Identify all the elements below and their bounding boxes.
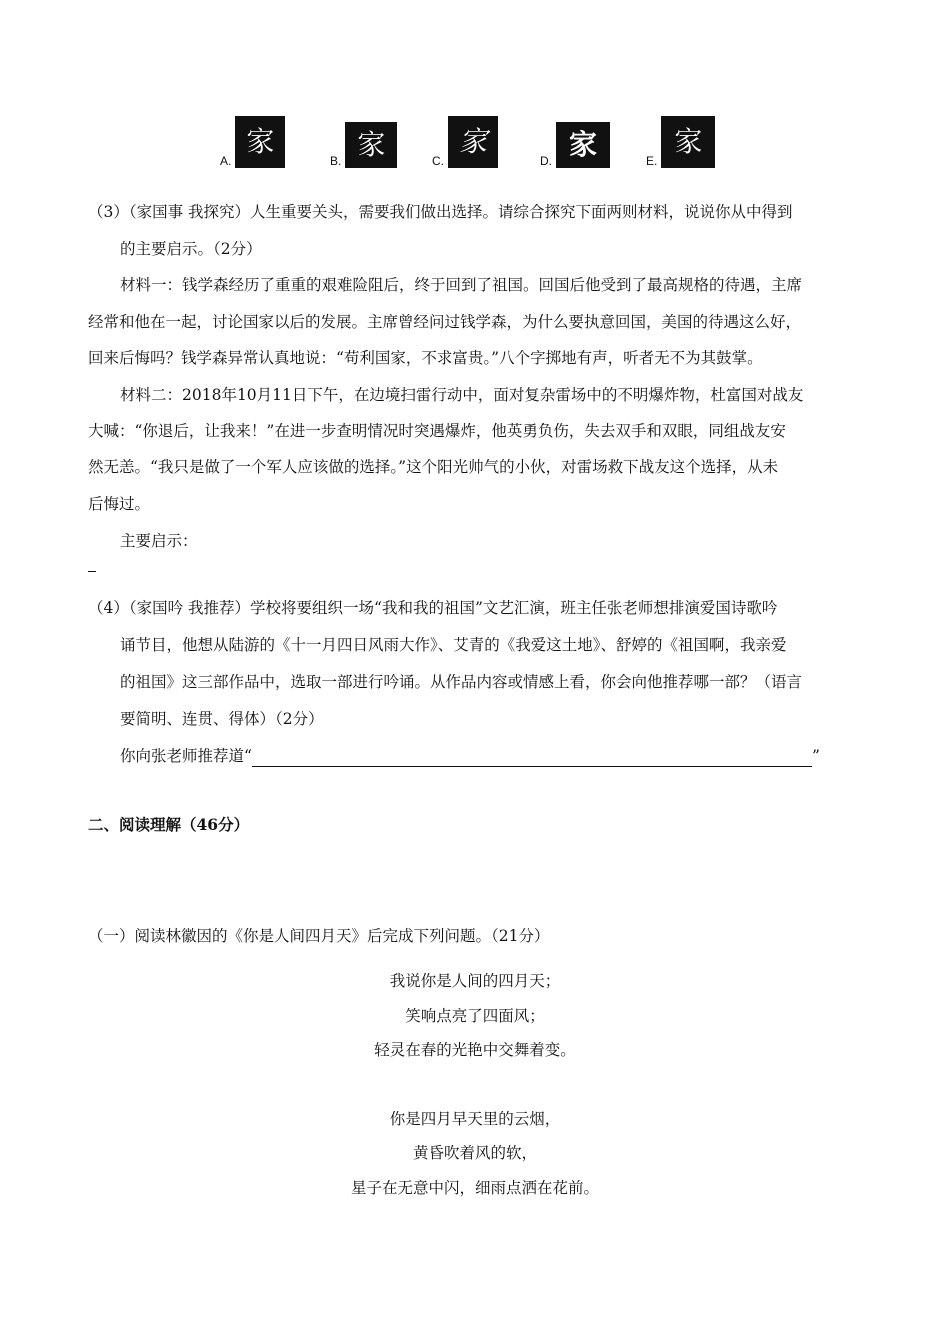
poem-line: 笑响点亮了四面风； [405,1007,545,1025]
q4-line-3: 的祖国》这三部作品中，选取一部进行吟诵。从作品内容或情感上看，你会向他推荐哪一部？（语言 [120,673,803,691]
q3-line-1: （3）（家国事 我探究）人生重要关头，需要我们做出选择。请综合探究下面两则材料，说说你从中得到 [88,203,793,221]
option-a [220,116,285,168]
poem-line: 星子在无意中闪，细雨点洒在花前。 [350,1179,599,1197]
option-b [330,122,397,168]
option-c [432,116,498,168]
cursive-script-image: 家 [448,116,498,168]
recommend-prompt: 你向张老师推荐道“ [120,747,252,765]
answer-label: 主要启示： [120,532,198,550]
poem-line: 黄昏吹着风的软， [412,1144,537,1162]
clerical-script-image: 家 [345,122,397,168]
material-2-line-3: 然无恙。“我只是做了一个军人应该做的选择。”这个阳光帅气的小伙，对雷场救下战友这个选择，从未 [88,458,779,476]
recommend-close: ” [811,747,820,765]
part-intro: （一）阅读林徽因的《你是人间四月天》后完成下列问题。（21分） [88,927,550,945]
option-label: B. [330,154,342,168]
calligraphy-options [220,112,740,168]
recommend-blank[interactable] [252,750,812,767]
poem-line: 你是四月早天里的云烟， [389,1110,561,1128]
recommend-line [120,745,820,767]
poem-line: 轻灵在春的光艳中交舞着变。 [374,1041,576,1059]
material-1-line-1: 材料一：钱学森经历了重重的艰难险阻后，终于回到了祖国。回国后他受到了最高规格的待遇，主席 [120,276,803,294]
option-d [540,122,610,168]
material-2-line-1: 材料二：2018年10月11日下午，在边境扫雷行动中，面对复杂雷场中的不明爆炸物，杜富国对战友 [120,386,804,404]
option-label: E. [646,154,658,168]
running-script-image: 家 [556,122,610,168]
material-2-line-4: 后悔过。 [88,495,151,513]
q3-line-2: 的主要启示。（2分） [120,240,262,258]
material-1-line-2: 经常和他在一起，讨论国家以后的发展。主席曾经问过钱学森，为什么要执意回国，美国的待遇这么好， [88,313,802,331]
answer-line[interactable] [88,571,96,572]
regular-script-image: 家 [661,116,715,168]
seal-script-image: 家 [235,116,285,168]
material-1-line-3: 回来后悔吗？钱学森异常认真地说：“苟利国家，不求富贵。”八个字掷地有声，听者无不为其鼓掌。 [88,349,763,367]
q4-line-2: 诵节目，他想从陆游的《十一月四日风雨大作》、艾青的《我爱这土地》、舒婷的《祖国啊，我亲爱 [120,636,787,654]
option-e [646,116,715,168]
option-label: C. [432,154,444,168]
material-2-line-2: 大喊：“你退后，让我来！”在进一步查明情况时突遇爆炸，他英勇负伤，失去双手和双眼，同组战友安 [88,422,786,440]
q4-line-4: 要简明、连贯、得体）（2分） [120,710,324,728]
option-label: A. [220,154,232,168]
section-title: 二、阅读理解（46分） [88,815,250,834]
option-label: D. [540,154,552,168]
poem-line: 我说你是人间的四月天； [389,972,561,990]
q4-line-1: （4）（家国吟 我推荐）学校将要组织一场“我和我的祖国”文艺汇演，班主任张老师想排演爱国诗歌吟 [88,599,778,617]
